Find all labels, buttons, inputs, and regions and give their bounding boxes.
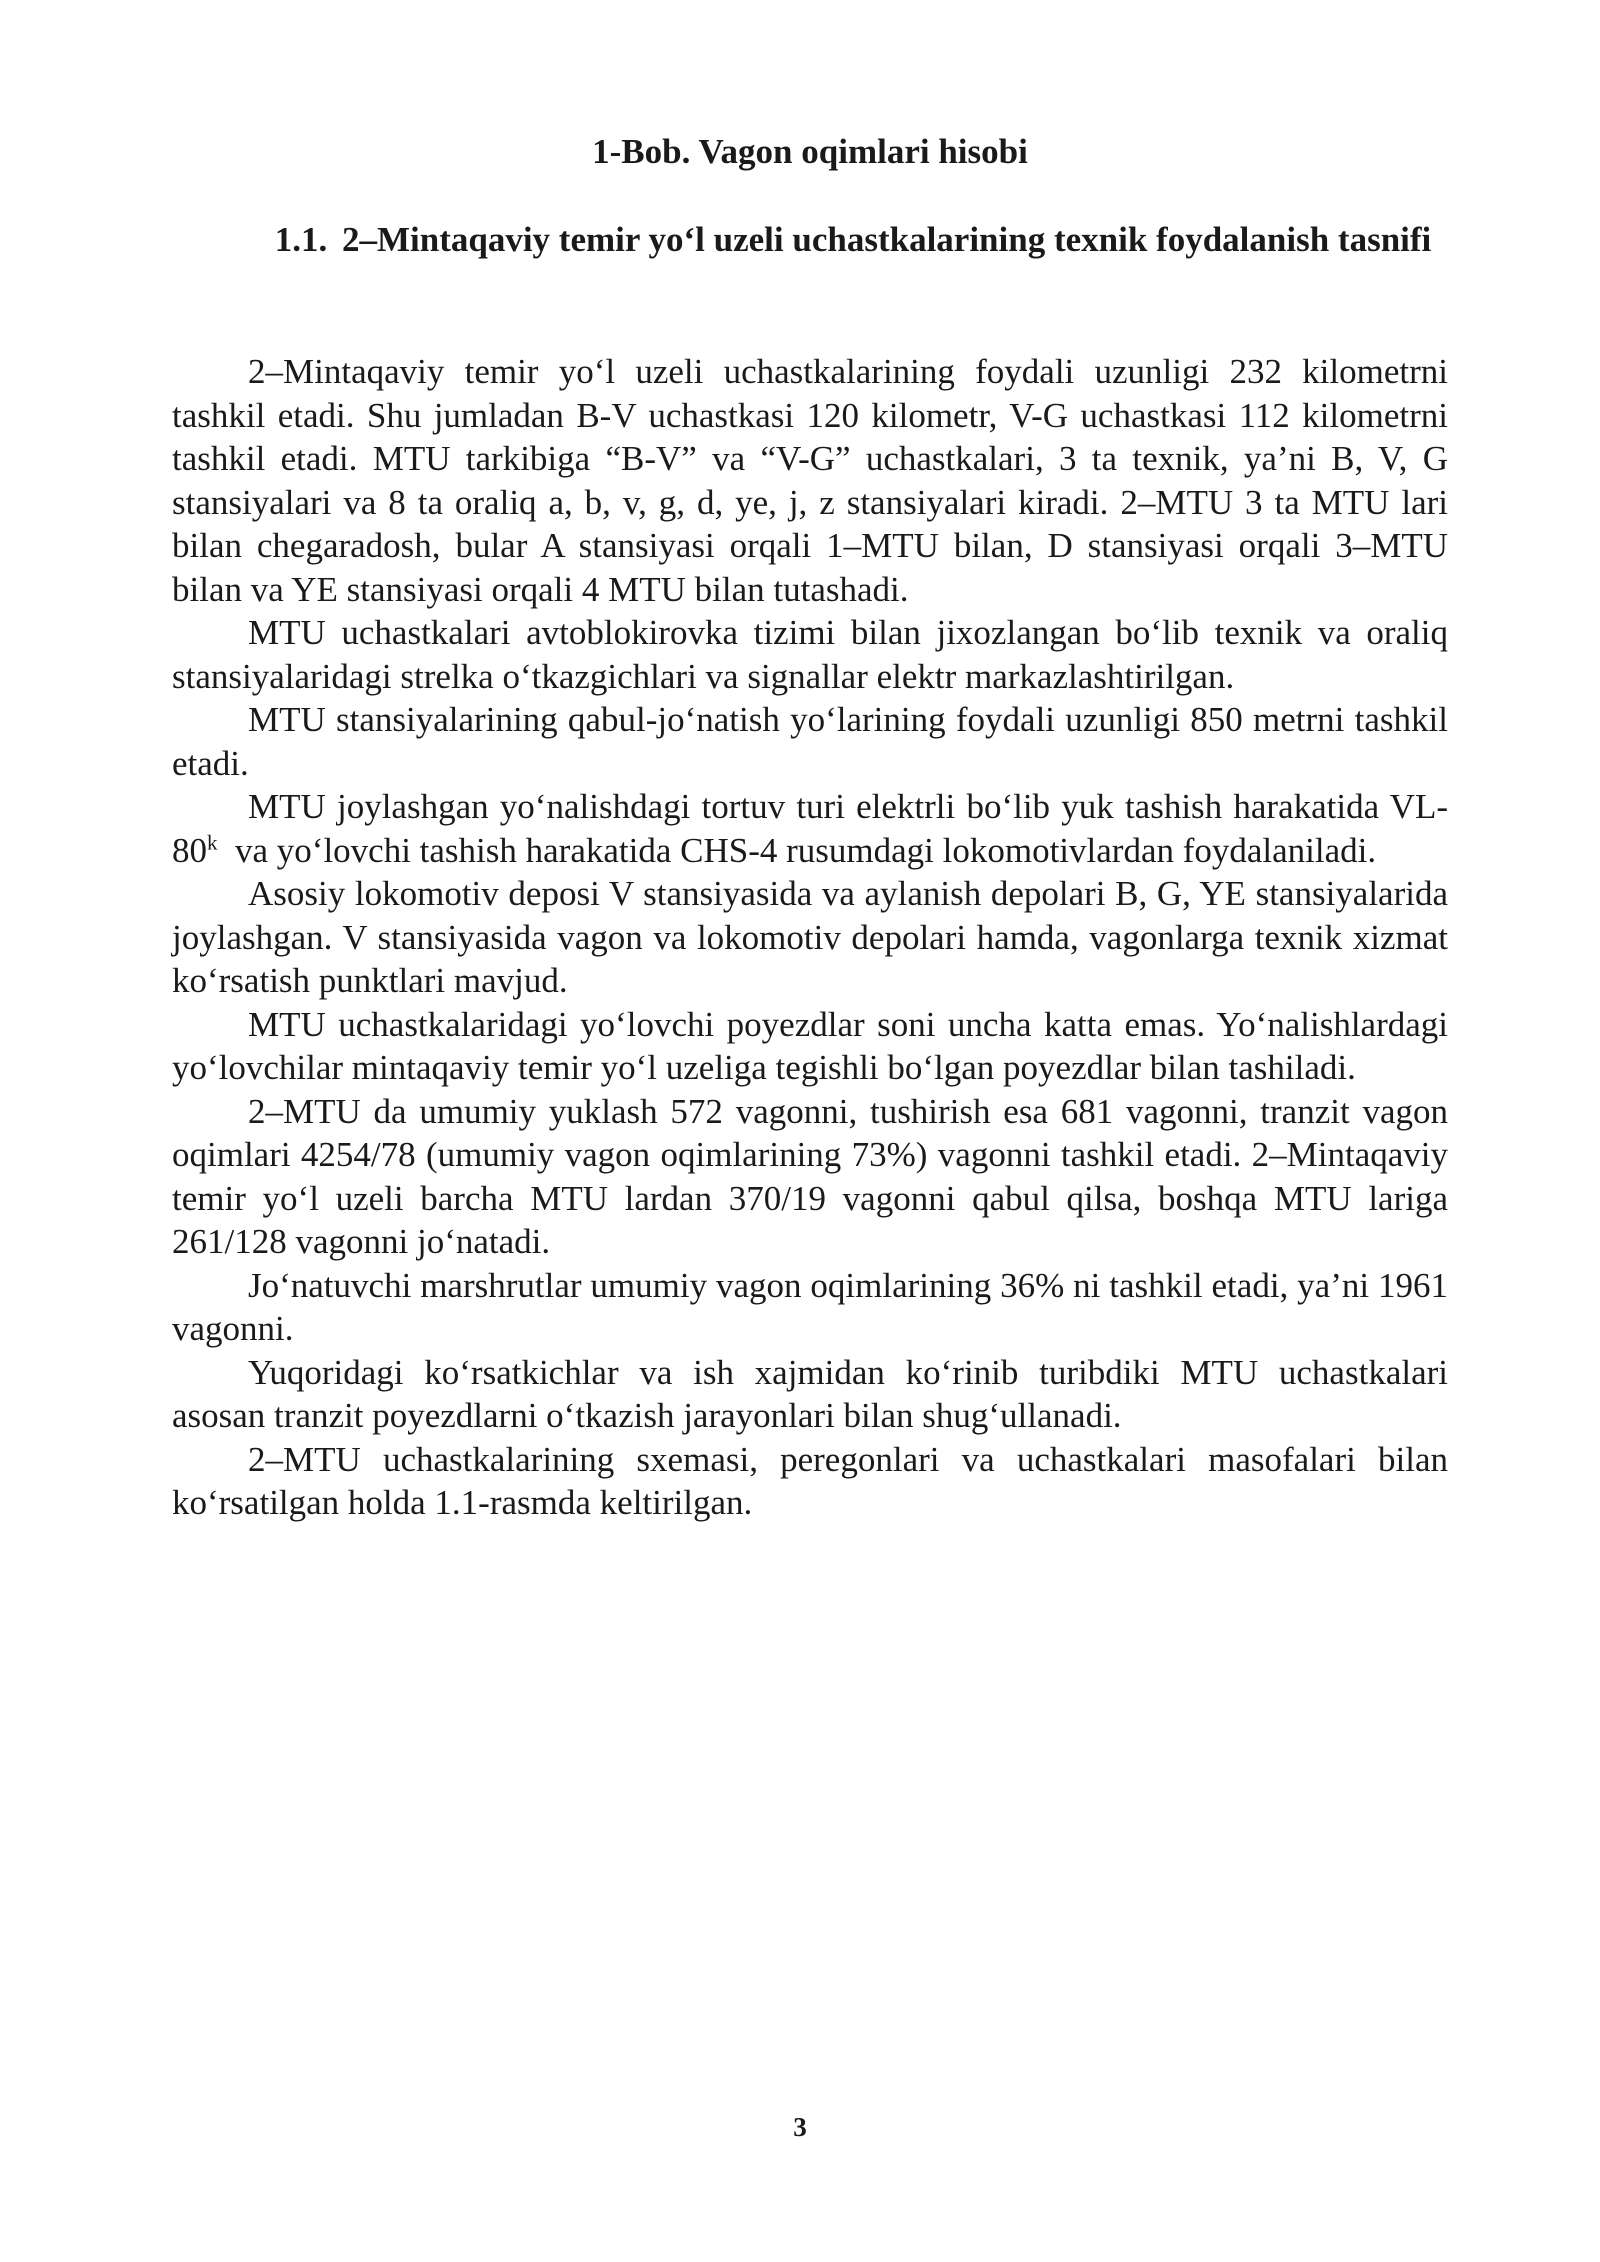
- paragraph-5: Asosiy lokomotiv deposi V stansiyasida va aylanish depolari B, G, YE stansiyalarida joylashgan. V stansiyasida vagon va lokomotiv depolari hamda, vagonlarga texnik xizmat ko‘rsatish punktlari mavjud.: [172, 874, 1448, 1000]
- paragraph-8: Jo‘natuvchi marshrutlar umumiy vagon oqimlarining 36% ni tashkil etadi, ya’ni 1961 vagonni.: [172, 1265, 1448, 1348]
- paragraph-6: MTU uchastkalaridagi yo‘lovchi poyezdlar soni uncha katta emas. Yo‘nalishlardagi yo‘lovchilar mintaqaviy temir yo‘l uzeliga tegishli bo‘lgan poyezdlar bilan tashiladi.: [172, 1004, 1448, 1087]
- section-heading: [270, 218, 1436, 262]
- paragraph-9: Yuqoridagi ko‘rsatkichlar va ish xajmidan ko‘rinib turibdiki MTU uchastkalari asosan tranzit poyezdlarni o‘tkazish jarayonlari bilan shug‘ullanadi.: [172, 1352, 1448, 1435]
- page-number: 3: [793, 2112, 807, 2142]
- paragraph-4: [172, 785, 1448, 872]
- body-text: [172, 350, 1448, 1525]
- paragraph-4-part-1: MTU joylashgan yo‘nalishdagi tortuv turi elektrli bo‘lib yuk tashish harakatida VL-80: [172, 787, 1448, 870]
- paragraph-2: MTU uchastkalari avtoblokirovka tizimi bilan jixozlangan bo‘lib texnik va oraliq stansiyalaridagi strelka o‘tkazgichlari va signallar elektr markazlashtirilgan.: [172, 613, 1448, 696]
- chapter-title: 1-Bob. Vagon oqimlari hisobi: [592, 132, 1028, 171]
- paragraph-3: MTU stansiyalarining qabul-jo‘natish yo‘larining foydali uzunligi 850 metrni tashkil etadi.: [172, 700, 1448, 783]
- locomotive-superscript: k: [207, 829, 218, 854]
- section-number: 1.1.: [274, 220, 328, 259]
- paragraph-10: 2–MTU uchastkalarining sxemasi, peregonlari va uchastkalari masofalari bilan ko‘rsatilgan holda 1.1-rasmda keltirilgan.: [172, 1439, 1448, 1522]
- paragraph-1: 2–Mintaqaviy temir yo‘l uzeli uchastkalarining foydali uzunligi 232 kilometrni tashkil etadi. Shu jumladan B-V uchastkasi 120 kilometr, V-G uchastkasi 112 kilometrni tashkil etadi. MTU tarkibiga “B-V” va “V-G” uchastkalari, 3 ta texnik, ya’ni B, V, G stansiyalari va 8 ta oraliq a, b, v, g, d, ye, j, z stansiyalari kiradi. 2–MTU 3 ta MTU lari bilan chegaradosh, bular A stansiyasi orqali 1–MTU bilan, D stansiyasi orqali 3–MTU bilan va YE stansiyasi orqali 4 MTU bilan tutashadi.: [172, 352, 1448, 609]
- section-title: 2–Mintaqaviy temir yo‘l uzeli uchastkalarining texnik foydalanish tasnifi: [341, 220, 1432, 259]
- paragraph-4-part-2: va yo‘lovchi tashish harakatida CHS-4 rusumdagi lokomotivlardan foydalaniladi.: [217, 830, 1377, 870]
- paragraph-7: 2–MTU da umumiy yuklash 572 vagonni, tushirish esa 681 vagonni, tranzit vagon oqimlari 4254/78 (umumiy vagon oqimlarining 73%) vagonni tashkil etadi. 2–Mintaqaviy temir yo‘l uzeli barcha MTU lardan 370/19 vagonni qabul qilsa, boshqa MTU lariga 261/128 vagonni jo‘natadi.: [172, 1091, 1448, 1261]
